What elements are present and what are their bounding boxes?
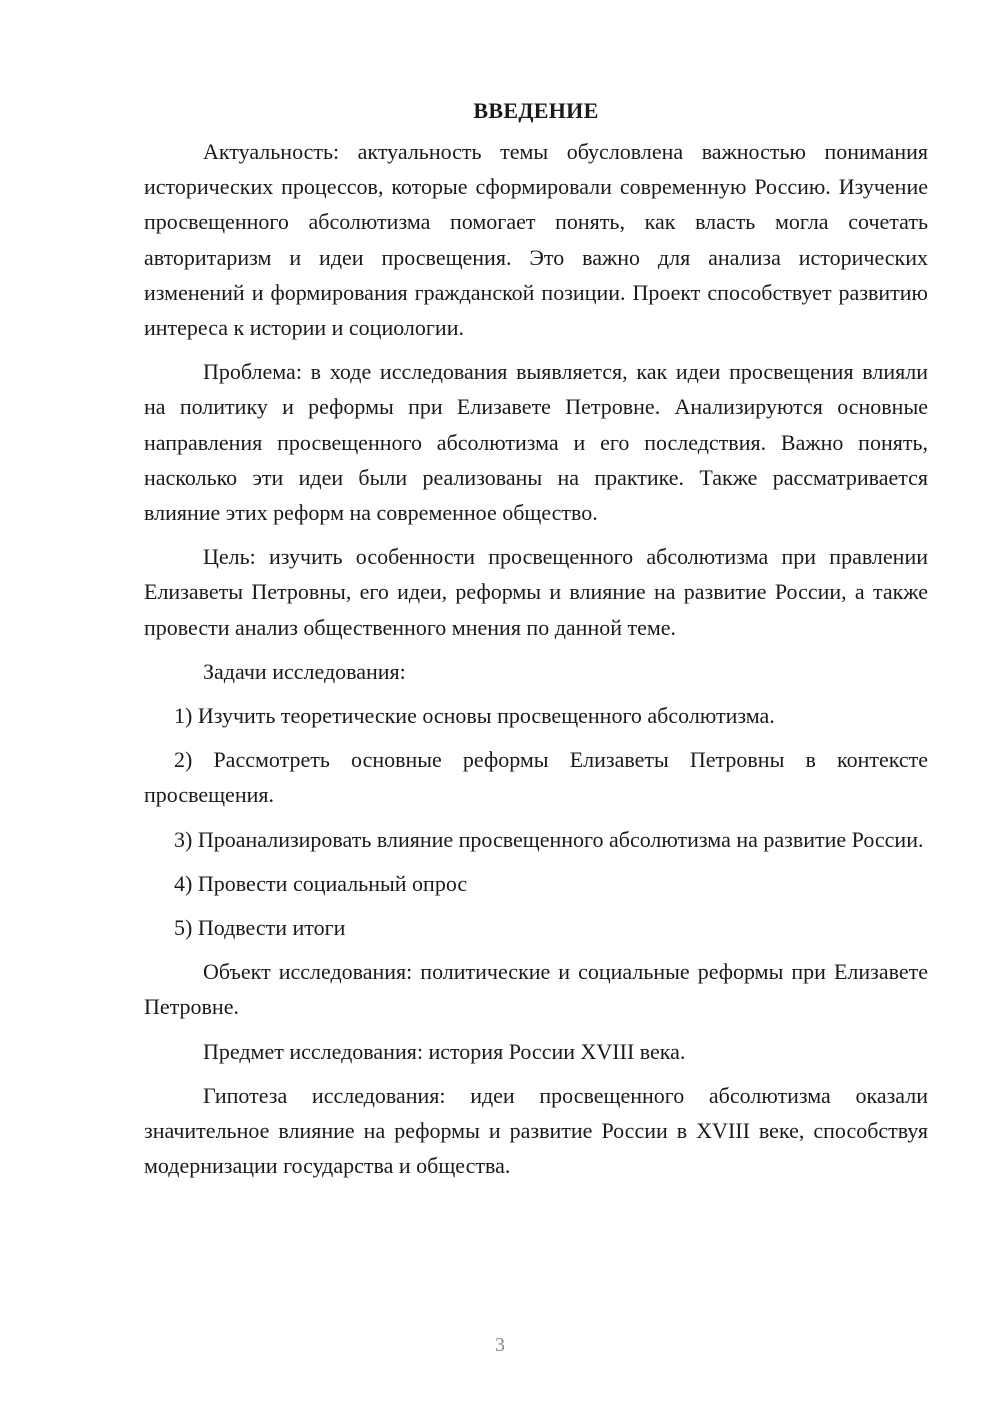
subject-paragraph: Предмет исследования: история России XVIII века. bbox=[203, 1038, 686, 1064]
object-paragraph: Объект исследования: политические и социальные реформы при Елизавете Петровне. bbox=[144, 959, 928, 1020]
task-item-4: 4) Провести социальный опрос bbox=[174, 870, 468, 896]
relevance-paragraph: Актуальность: актуальность темы обусловлена важностью понимания исторических процессов, которые сформировали современную Россию. Изучение просвещенного абсолютизма помогает понять, как власть могла сочетать авторитаризм и идеи просвещения. Это важно для анализа исторических изменений и формирования гражданской позиции. Проект способствует развитию интереса к истории и социологии. bbox=[144, 139, 928, 341]
section-heading: ВВЕДЕНИЕ bbox=[473, 98, 599, 123]
tasks-heading: Задачи исследования: bbox=[203, 658, 406, 684]
goal-paragraph: Цель: изучить особенности просвещенного абсолютизма при правлении Елизаветы Петровны, его идеи, реформы и влияние на развитие России, а также провести анализ общественного мнения по данной теме. bbox=[144, 544, 928, 640]
problem-paragraph: Проблема: в ходе исследования выявляется, как идеи просвещения влияли на политику и реформы при Елизавете Петровне. Анализируются основные направления просвещенного абсолютизма и его последствия. Важно понять, насколько эти идеи были реализованы на практике. Также рассматривается влияние этих реформ на современное общество. bbox=[144, 359, 928, 526]
page-number: 3 bbox=[495, 1334, 505, 1356]
document-page bbox=[144, 94, 928, 1192]
task-item-1: 1) Изучить теоретические основы просвещенного абсолютизма. bbox=[174, 703, 775, 729]
task-item-5: 5) Подвести итоги bbox=[174, 915, 346, 941]
hypothesis-paragraph: Гипотеза исследования: идеи просвещенного абсолютизма оказали значительное влияние на реформы и развитие России в XVIII веке, способствуя модернизации государства и общества. bbox=[144, 1082, 928, 1179]
task-item-2: 2) Рассмотреть основные реформы Елизаветы Петровны в контексте просвещения. bbox=[144, 747, 928, 808]
task-item-3: 3) Проанализировать влияние просвещенного абсолютизма на развитие России. bbox=[174, 826, 924, 852]
